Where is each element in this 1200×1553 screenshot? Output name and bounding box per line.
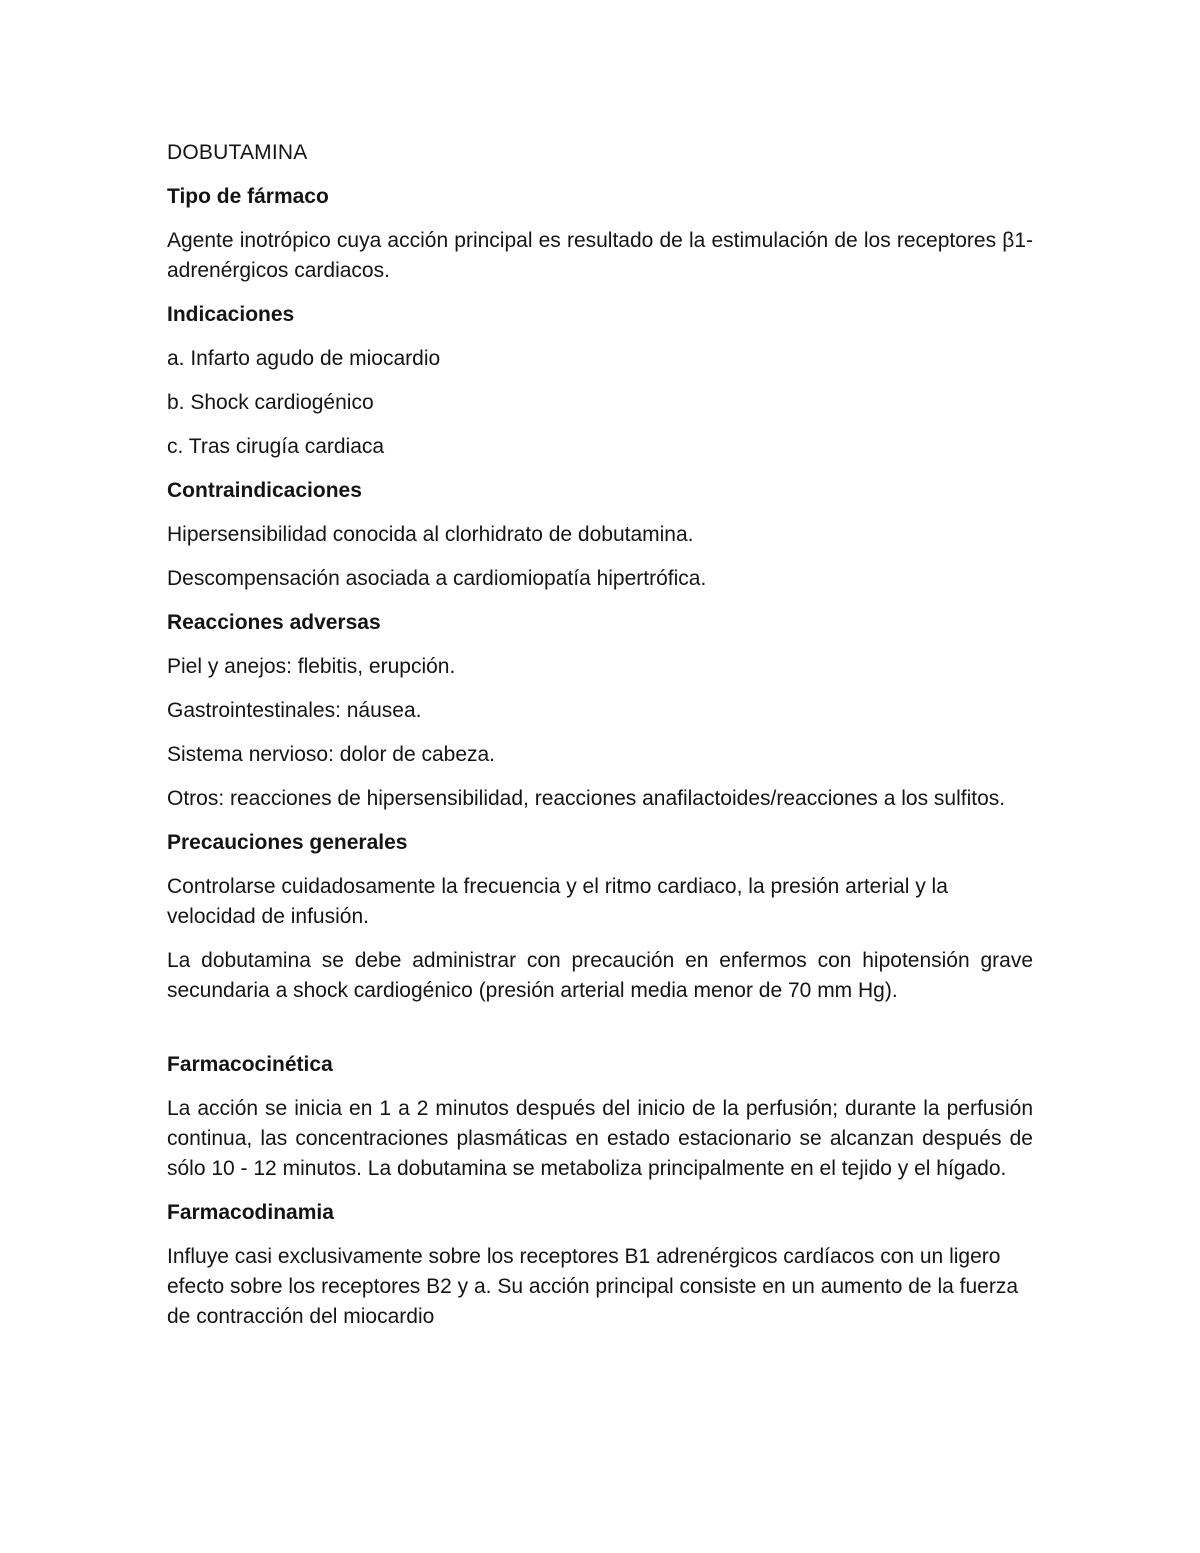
reaccion-item: Piel y anejos: flebitis, erupción.	[167, 655, 456, 678]
section-spacer	[167, 1020, 1033, 1050]
reaccion-item: Otros: reacciones de hipersensibilidad, reacciones anafilactoides/reacciones a los sulfitos.	[167, 787, 1006, 810]
contraindicacion-item: Hipersensibilidad conocida al clorhidrato de dobutamina.	[167, 523, 694, 546]
precaucion-item: La dobutamina se debe administrar con precaución en enfermos con hipotensión grave secundaria a shock cardiogénico (presión arterial media menor de 70 mm Hg).	[167, 949, 1033, 1002]
reaccion-item: Gastrointestinales: náusea.	[167, 699, 422, 722]
paragraph-farmacocinetica: La acción se inicia en 1 a 2 minutos después del inicio de la perfusión; durante la perfusión continua, las concentraciones plasmáticas en estado estacionario se alcanzan después de sólo 10 - 12 minutos. La dobutamina se metaboliza principalmente en el tejido y el hígado.	[167, 1097, 1033, 1180]
reaccion-item: Sistema nervioso: dolor de cabeza.	[167, 743, 496, 766]
paragraph-tipo-farmaco: Agente inotrópico cuya acción principal es resultado de la estimulación de los receptores β1-adrenérgicos cardiacos.	[167, 229, 1033, 282]
heading-indicaciones: Indicaciones	[167, 303, 295, 326]
document-title: DOBUTAMINA	[167, 141, 308, 164]
heading-precauciones-generales: Precauciones generales	[167, 831, 408, 854]
heading-contraindicaciones: Contraindicaciones	[167, 479, 362, 502]
heading-tipo-farmaco: Tipo de fármaco	[167, 185, 329, 208]
heading-reacciones-adversas: Reacciones adversas	[167, 611, 381, 634]
heading-farmacocinetica: Farmacocinética	[167, 1053, 333, 1076]
contraindicacion-item: Descompensación asociada a cardiomiopatía hipertrófica.	[167, 567, 707, 590]
indicacion-item: b. Shock cardiogénico	[167, 391, 374, 414]
heading-farmacodinamia: Farmacodinamia	[167, 1201, 334, 1224]
indicacion-item: c. Tras cirugía cardiaca	[167, 435, 385, 458]
precaucion-item: Controlarse cuidadosamente la frecuencia y el ritmo cardiaco, la presión arterial y la velocidad de infusión.	[167, 875, 948, 928]
paragraph-farmacodinamia: Influye casi exclusivamente sobre los receptores Β1 adrenérgicos cardíacos con un ligero efecto sobre los receptores Β2 y a. Su acción principal consiste en un aumento de la fuerza de contracción del miocardio	[167, 1245, 1018, 1328]
document-page	[167, 138, 1033, 1346]
indicacion-item: a. Infarto agudo de miocardio	[167, 347, 441, 370]
